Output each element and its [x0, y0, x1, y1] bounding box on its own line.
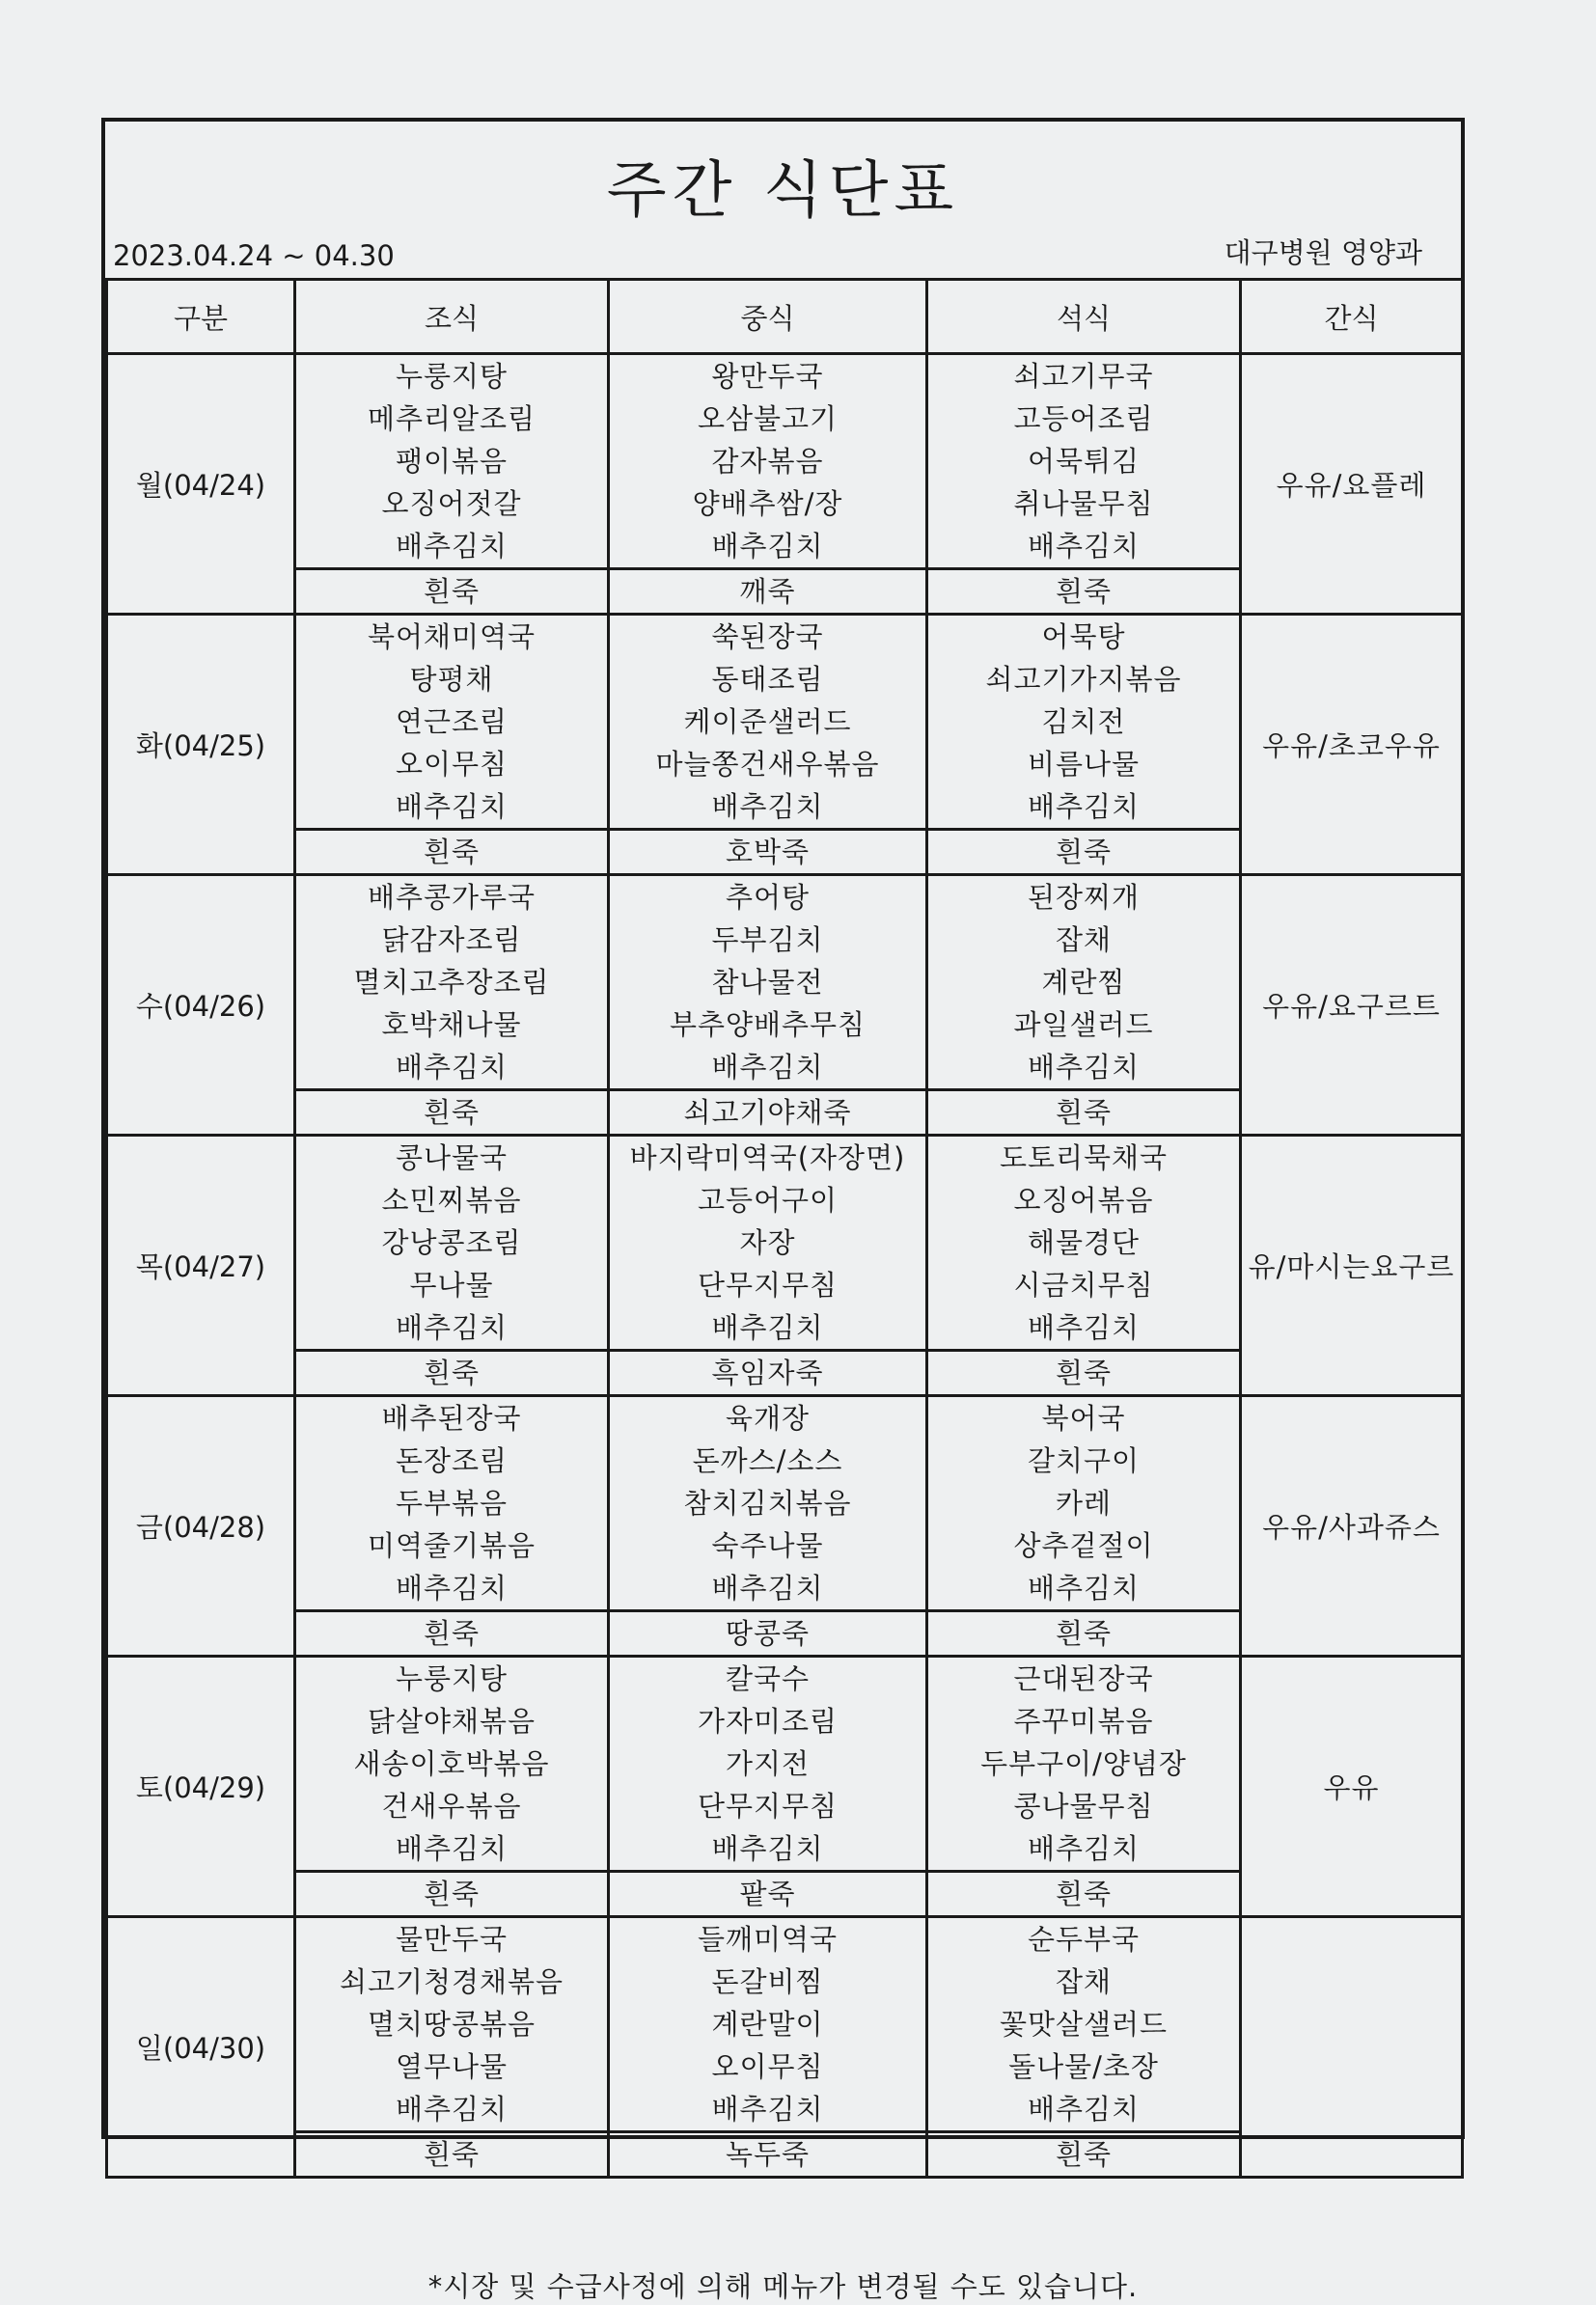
dish-item: 들깨미역국 — [697, 1923, 839, 1956]
dish-item: 배추김치 — [395, 1051, 509, 1084]
day-row — [107, 354, 1463, 569]
dish-item: 누룽지탕 — [395, 360, 509, 393]
dish-item: 강낭콩조림 — [381, 1226, 522, 1259]
day-row — [107, 615, 1463, 830]
dish-item: 소민찌볶음 — [381, 1184, 522, 1217]
dish-item: 감자볶음 — [711, 445, 824, 478]
dish-item: 순두부국 — [1027, 1923, 1141, 1956]
dish-item: 부추양배추무침 — [669, 1008, 867, 1041]
dish-item: 팽이볶음 — [395, 445, 509, 478]
dish-item: 배추김치 — [711, 2093, 824, 2126]
dish-item: 쇠고기가지볶음 — [985, 663, 1182, 696]
dish-item: 쇠고기무국 — [1013, 360, 1154, 393]
porridge-cell: 흰죽 — [295, 1090, 609, 1136]
lunch-cell — [609, 354, 927, 569]
snack-cell: 우유/요플레 — [1241, 354, 1463, 615]
dish-item: 과일샐러드 — [1013, 1008, 1154, 1041]
dish-item: 배추김치 — [1027, 1311, 1141, 1344]
dish-item: 배추김치 — [1027, 2093, 1141, 2126]
snack-cell — [1241, 1917, 1463, 2178]
porridge-cell: 흰죽 — [927, 1611, 1241, 1657]
dish-item: 해물경단 — [1027, 1226, 1141, 1259]
dinner-cell — [927, 1657, 1241, 1872]
breakfast-cell — [295, 354, 609, 569]
dish-item: 배추김치 — [711, 1311, 824, 1344]
dinner-cell — [927, 1917, 1241, 2132]
dish-item: 근대된장국 — [1013, 1662, 1154, 1695]
header-snack: 간식 — [1241, 280, 1463, 354]
dish-item: 배추김치 — [711, 1572, 824, 1605]
page-title: 주간 식단표 — [606, 155, 960, 227]
dish-item: 배추김치 — [395, 1832, 509, 1865]
period-label: 2023.04.24 ~ 04.30 — [113, 239, 395, 272]
day-label: 화(04/25) — [107, 615, 295, 875]
snack-cell: 우유/초코우유 — [1241, 615, 1463, 875]
day-label: 토(04/29) — [107, 1657, 295, 1917]
dish-item: 배추김치 — [711, 790, 824, 823]
dish-item: 계란말이 — [711, 2008, 824, 2041]
porridge-cell: 흰죽 — [295, 2132, 609, 2178]
breakfast-cell — [295, 875, 609, 1090]
dish-item: 상추겉절이 — [1013, 1529, 1154, 1562]
dish-item: 단무지무침 — [697, 1790, 839, 1823]
dish-item: 오삼불고기 — [697, 402, 839, 435]
porridge-cell: 흰죽 — [295, 569, 609, 615]
porridge-cell: 흰죽 — [927, 1872, 1241, 1917]
dish-item: 누룽지탕 — [395, 1662, 509, 1695]
dish-item: 오징어볶음 — [1013, 1184, 1154, 1217]
snack-cell: 우유 — [1241, 1657, 1463, 1917]
dish-item: 양배추쌈/장 — [692, 487, 843, 520]
porridge-cell: 흰죽 — [295, 1872, 609, 1917]
dish-item: 육개장 — [725, 1402, 811, 1435]
porridge-cell: 땅콩죽 — [609, 1611, 927, 1657]
lunch-cell — [609, 1657, 927, 1872]
dish-item: 꽃맛살샐러드 — [999, 2008, 1169, 2041]
dinner-cell — [927, 354, 1241, 569]
weekly-menu-table — [105, 278, 1464, 2179]
dish-item: 돈갈비찜 — [711, 1965, 824, 1998]
dish-item: 호박채나물 — [381, 1008, 522, 1041]
dish-item: 김치전 — [1041, 705, 1126, 738]
lunch-cell — [609, 615, 927, 830]
lunch-cell — [609, 1396, 927, 1611]
dish-item: 잡채 — [1055, 923, 1113, 956]
dish-item: 참치김치볶음 — [683, 1487, 852, 1520]
dish-item: 북어국 — [1041, 1402, 1126, 1435]
menu-sheet — [101, 118, 1465, 2303]
porridge-cell: 호박죽 — [609, 830, 927, 875]
dish-item: 가자미조림 — [697, 1705, 839, 1738]
dish-item: 미역줄기볶음 — [367, 1529, 537, 1562]
dish-item: 북어채미역국 — [367, 620, 537, 653]
breakfast-cell — [295, 1396, 609, 1611]
dish-item: 탕평채 — [409, 663, 494, 696]
breakfast-cell — [295, 615, 609, 830]
dish-item: 멸치고추장조림 — [353, 966, 550, 999]
dish-item: 비름나물 — [1027, 748, 1141, 781]
lunch-cell — [609, 875, 927, 1090]
porridge-cell: 쇠고기야채죽 — [609, 1090, 927, 1136]
dish-item: 연근조림 — [395, 705, 509, 738]
dish-item: 배추콩가루국 — [367, 881, 537, 914]
porridge-cell: 흰죽 — [927, 1351, 1241, 1396]
dish-item: 취나물무침 — [1013, 487, 1154, 520]
dish-item: 두부볶음 — [395, 1487, 509, 1520]
dish-item: 쑥된장국 — [711, 620, 824, 653]
dish-item: 배추김치 — [1027, 790, 1141, 823]
header-category: 구분 — [107, 280, 295, 354]
dish-item: 배추된장국 — [381, 1402, 522, 1435]
dish-item: 숙주나물 — [711, 1529, 824, 1562]
dinner-cell — [927, 1136, 1241, 1351]
dish-item: 칼국수 — [725, 1662, 811, 1695]
dish-item: 가지전 — [725, 1747, 811, 1780]
dish-item: 오이무침 — [395, 748, 509, 781]
porridge-cell: 흰죽 — [927, 830, 1241, 875]
dinner-cell — [927, 1396, 1241, 1611]
dish-item: 닭감자조림 — [381, 923, 522, 956]
dish-item: 고등어구이 — [697, 1184, 839, 1217]
dish-item: 마늘쫑건새우볶음 — [655, 748, 880, 781]
dish-item: 두부김치 — [711, 923, 824, 956]
porridge-cell: 흰죽 — [927, 569, 1241, 615]
dish-item: 새송이호박볶음 — [353, 1747, 550, 1780]
porridge-cell: 흰죽 — [295, 830, 609, 875]
dish-item: 왕만두국 — [711, 360, 824, 393]
porridge-cell: 흰죽 — [295, 1611, 609, 1657]
dish-item: 돈장조림 — [395, 1444, 509, 1477]
dish-item: 단무지무침 — [697, 1269, 839, 1302]
porridge-cell: 녹두죽 — [609, 2132, 927, 2178]
dish-item: 참나물전 — [711, 966, 824, 999]
day-label: 금(04/28) — [107, 1396, 295, 1657]
day-row — [107, 875, 1463, 1090]
day-label: 일(04/30) — [107, 1917, 295, 2178]
dish-item: 오이무침 — [711, 2050, 824, 2083]
dish-item: 케이준샐러드 — [683, 705, 852, 738]
snack-cell: 우유/요구르트 — [1241, 875, 1463, 1136]
dish-item: 된장찌개 — [1027, 881, 1141, 914]
dish-item: 메추리알조림 — [367, 402, 537, 435]
footer-note: *시장 및 수급사정에 의해 메뉴가 변경될 수도 있습니다. — [427, 2270, 1139, 2303]
dish-item: 추어탕 — [725, 881, 811, 914]
day-label: 목(04/27) — [107, 1136, 295, 1396]
lunch-cell — [609, 1136, 927, 1351]
dish-item: 갈치구이 — [1027, 1444, 1141, 1477]
dish-item: 배추김치 — [1027, 1572, 1141, 1605]
breakfast-cell — [295, 1917, 609, 2132]
dish-item: 고등어조림 — [1013, 402, 1154, 435]
porridge-cell: 흰죽 — [295, 1351, 609, 1396]
dish-item: 배추김치 — [395, 2093, 509, 2126]
dish-item: 카레 — [1055, 1487, 1113, 1520]
dish-item: 배추김치 — [395, 1572, 509, 1605]
dish-item: 배추김치 — [1027, 530, 1141, 563]
dish-item: 계란찜 — [1041, 966, 1126, 999]
day-label: 월(04/24) — [107, 354, 295, 615]
dish-item: 배추김치 — [395, 1311, 509, 1344]
day-row — [107, 1396, 1463, 1611]
dish-item: 쇠고기청경채볶음 — [339, 1965, 564, 1998]
lunch-cell — [609, 1917, 927, 2132]
dish-item: 물만두국 — [395, 1923, 509, 1956]
dish-item: 멸치땅콩볶음 — [367, 2008, 537, 2041]
porridge-cell: 흑임자죽 — [609, 1351, 927, 1396]
dish-item: 콩나물국 — [395, 1141, 509, 1174]
porridge-cell: 팥죽 — [609, 1872, 927, 1917]
porridge-cell: 깨죽 — [609, 569, 927, 615]
dish-item: 시금치무침 — [1013, 1269, 1154, 1302]
dish-item: 자장 — [739, 1226, 796, 1259]
department-label: 대구병원 영양과 — [1224, 236, 1422, 269]
dish-item: 두부구이/양념장 — [980, 1747, 1187, 1780]
header-breakfast: 조식 — [295, 280, 609, 354]
dish-item: 배추김치 — [395, 530, 509, 563]
dish-item: 배추김치 — [711, 530, 824, 563]
porridge-cell: 흰죽 — [927, 2132, 1241, 2178]
dish-item: 오징어젓갈 — [381, 487, 522, 520]
dish-item: 주꾸미볶음 — [1013, 1705, 1154, 1738]
header-row — [107, 280, 1463, 354]
dish-item: 어묵튀김 — [1027, 445, 1141, 478]
breakfast-cell — [295, 1657, 609, 1872]
day-row — [107, 1136, 1463, 1351]
snack-cell: 우유/사과쥬스 — [1241, 1396, 1463, 1657]
dish-item: 배추김치 — [1027, 1832, 1141, 1865]
day-label: 수(04/26) — [107, 875, 295, 1136]
dish-item: 돌나물/초장 — [1008, 2050, 1159, 2083]
dish-item: 도토리묵채국 — [999, 1141, 1169, 1174]
dish-item: 동태조림 — [711, 663, 824, 696]
snack-cell: 유/마시는요구르 — [1241, 1136, 1463, 1396]
porridge-cell: 흰죽 — [927, 1090, 1241, 1136]
day-row — [107, 1917, 1463, 2132]
dish-item: 무나물 — [409, 1269, 494, 1302]
dish-item: 열무나물 — [395, 2050, 509, 2083]
dish-item: 잡채 — [1055, 1965, 1113, 1998]
dinner-cell — [927, 875, 1241, 1090]
dish-item: 돈까스/소스 — [692, 1444, 843, 1477]
dinner-cell — [927, 615, 1241, 830]
header-lunch: 중식 — [609, 280, 927, 354]
dish-item: 바지락미역국(자장면) — [629, 1141, 906, 1174]
dish-item: 배추김치 — [1027, 1051, 1141, 1084]
dish-item: 어묵탕 — [1041, 620, 1126, 653]
dish-item: 건새우볶음 — [381, 1790, 522, 1823]
dish-item: 콩나물무침 — [1013, 1790, 1154, 1823]
day-row — [107, 1657, 1463, 1872]
header-dinner: 석식 — [927, 280, 1241, 354]
dish-item: 닭살야채볶음 — [367, 1705, 537, 1738]
breakfast-cell — [295, 1136, 609, 1351]
dish-item: 배추김치 — [395, 790, 509, 823]
dish-item: 배추김치 — [711, 1832, 824, 1865]
dish-item: 배추김치 — [711, 1051, 824, 1084]
